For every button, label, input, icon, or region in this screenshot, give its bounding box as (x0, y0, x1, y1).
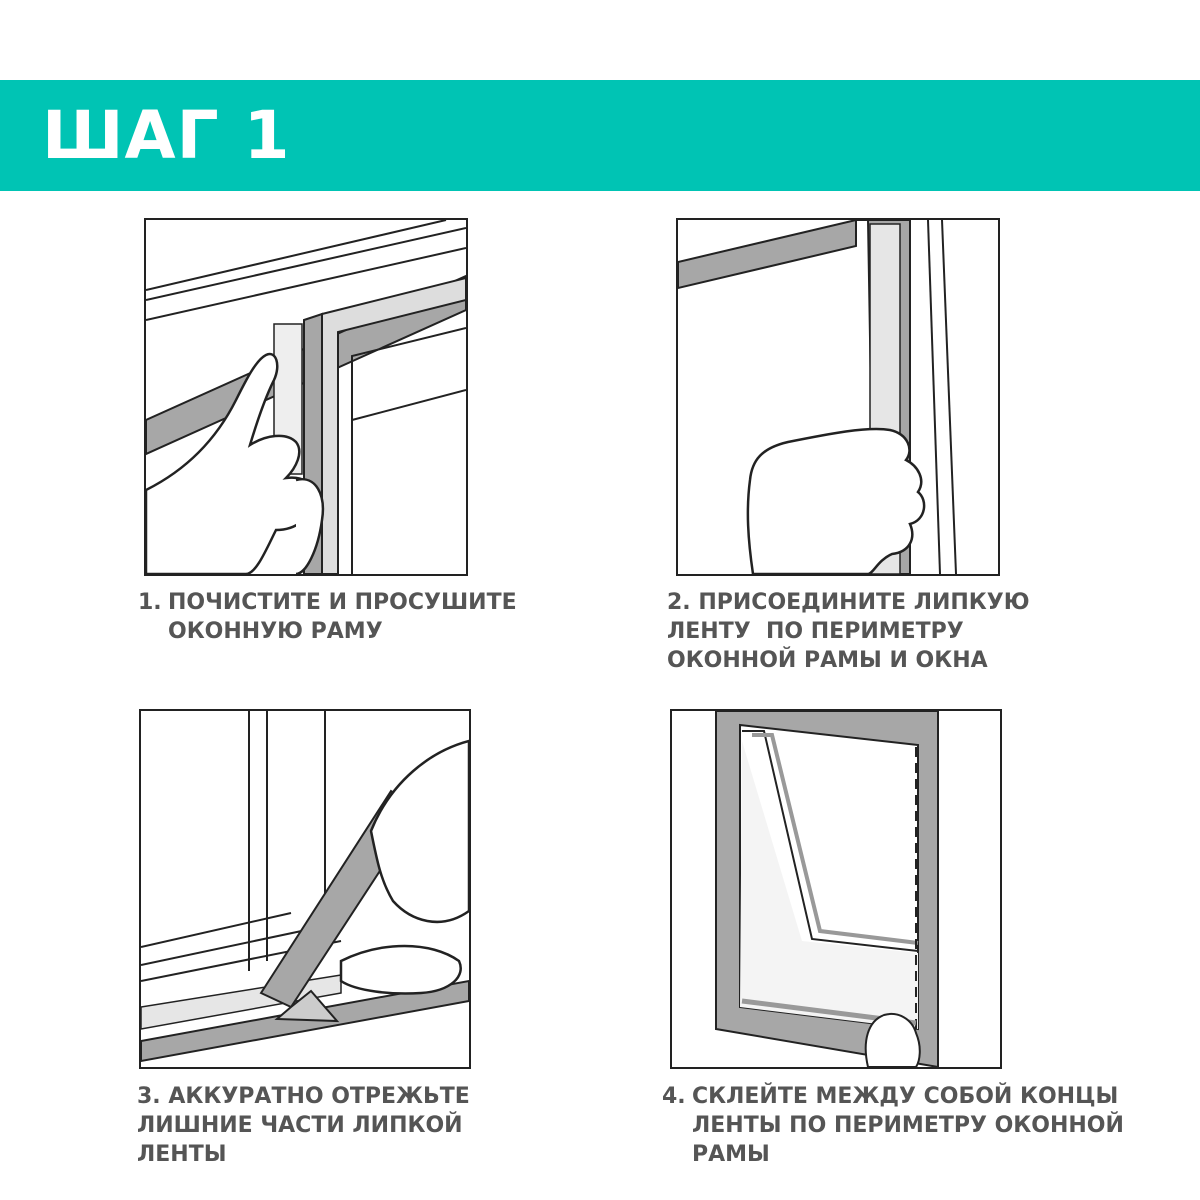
step-1-caption (138, 588, 517, 646)
step-number: 1. (138, 590, 162, 615)
step-2-illustration (676, 218, 1000, 576)
hand-applying-velcro-tape-icon (678, 220, 998, 574)
caption-line: СКЛЕЙТЕ МЕЖДУ СОБОЙ КОНЦЫ (692, 1084, 1119, 1109)
caption-line: ЛЕНТЫ ПО ПЕРИМЕТРУ ОКОННОЙ (692, 1113, 1124, 1138)
step-number: 3. (137, 1084, 161, 1109)
caption-line: РАМЫ (692, 1142, 770, 1167)
header-banner (0, 80, 1200, 191)
step-1-illustration (144, 218, 468, 576)
step-3-caption (137, 1082, 470, 1169)
caption-line: ЛЕНТУ ПО ПЕРИМЕТРУ (667, 619, 964, 644)
caption-line: ОКОННУЮ РАМУ (168, 619, 383, 644)
hand-cutting-tape-with-knife-icon (141, 711, 469, 1067)
caption-line: АККУРАТНО ОТРЕЖЬТЕ (168, 1084, 470, 1109)
hand-cleaning-window-frame-icon (146, 220, 466, 574)
caption-line: ПОЧИСТИТЕ И ПРОСУШИТЕ (168, 590, 517, 615)
caption-line: ОКОННОЙ РАМЫ И ОКНА (667, 648, 988, 673)
step-2-caption (667, 588, 1030, 675)
step-4-illustration (670, 709, 1002, 1069)
caption-line: ПРИСОЕДИНИТЕ ЛИПКУЮ (698, 590, 1030, 615)
step-4-caption (662, 1082, 1124, 1169)
hand-joining-tape-ends-icon (672, 711, 1000, 1067)
step-number: 2. (667, 590, 691, 615)
step-number: 4. (662, 1084, 686, 1109)
caption-line: ЛИШНИЕ ЧАСТИ ЛИПКОЙ (137, 1113, 463, 1138)
caption-line: ЛЕНТЫ (137, 1142, 227, 1167)
page-title: ШАГ 1 (42, 97, 291, 174)
step-3-illustration (139, 709, 471, 1069)
